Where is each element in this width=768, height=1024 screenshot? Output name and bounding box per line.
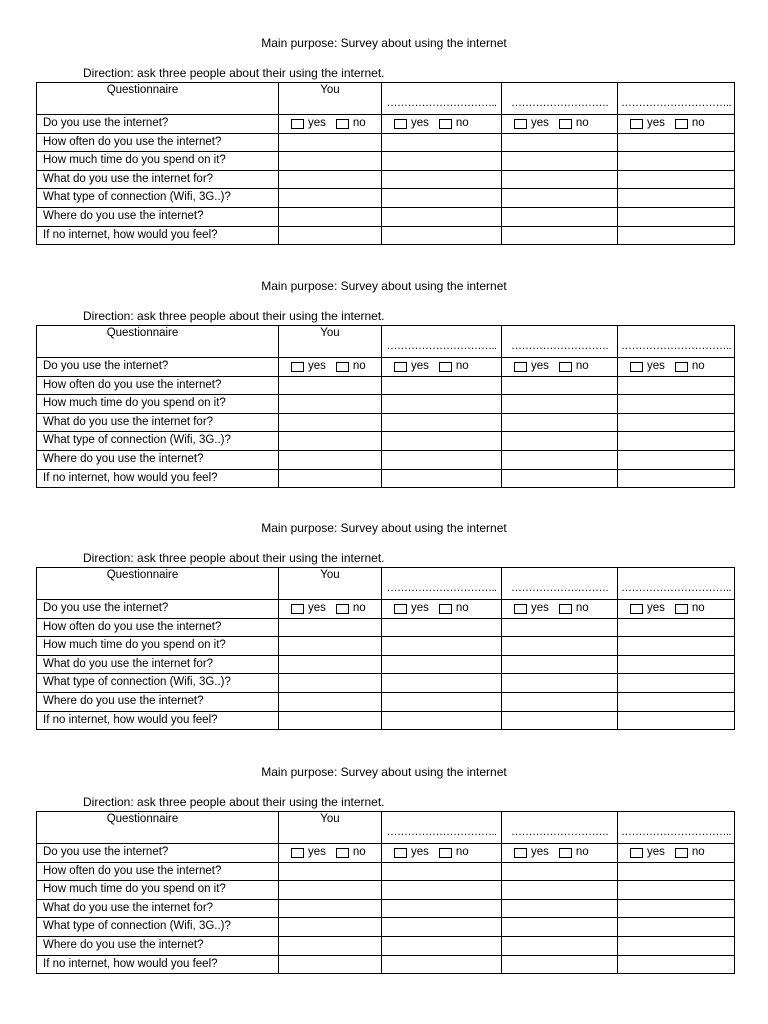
yes-checkbox[interactable] <box>514 362 527 372</box>
answer-cell[interactable] <box>502 432 618 451</box>
yes-label: yes <box>411 117 429 129</box>
header-person-2[interactable]: ………………………. <box>502 568 618 600</box>
yes-label: yes <box>308 360 326 372</box>
answer-cell[interactable] <box>279 955 382 974</box>
no-label: no <box>691 602 705 614</box>
answer-cell[interactable] <box>279 469 382 488</box>
question-row <box>37 881 735 900</box>
no-checkbox[interactable] <box>439 362 452 372</box>
question-row <box>37 899 735 918</box>
answer-cell[interactable] <box>502 395 618 414</box>
question-text: How much time do you spend on it? <box>37 881 279 900</box>
answer-cell[interactable] <box>618 207 735 226</box>
answer-cell[interactable] <box>618 413 735 432</box>
header-questionnaire: Questionnaire <box>37 812 279 844</box>
question-text: How much time do you spend on it? <box>37 395 279 414</box>
answer-cell[interactable] <box>502 918 618 937</box>
question-row <box>37 918 735 937</box>
yes-checkbox[interactable] <box>394 604 407 614</box>
yes-checkbox[interactable] <box>514 604 527 614</box>
answer-cell[interactable] <box>502 899 618 918</box>
no-label: no <box>455 360 469 372</box>
questionnaire-table <box>36 325 735 488</box>
answer-cell[interactable] <box>502 674 618 693</box>
answer-cell[interactable] <box>382 637 502 656</box>
question-text: How much time do you spend on it? <box>37 152 279 171</box>
answer-cell[interactable] <box>502 655 618 674</box>
answer-cell <box>502 358 618 377</box>
question-row <box>37 469 735 488</box>
question-text: Where do you use the internet? <box>37 936 279 955</box>
yes-label: yes <box>308 846 326 858</box>
answer-cell[interactable] <box>502 711 618 730</box>
question-text: What do you use the internet for? <box>37 170 279 189</box>
answer-cell[interactable] <box>279 413 382 432</box>
question-text: If no internet, how would you feel? <box>37 469 279 488</box>
answer-cell[interactable] <box>618 152 735 171</box>
answer-cell[interactable] <box>502 189 618 208</box>
answer-cell <box>502 600 618 619</box>
answer-cell[interactable] <box>618 862 735 881</box>
no-label: no <box>575 360 589 372</box>
answer-cell[interactable] <box>618 450 735 469</box>
no-checkbox[interactable] <box>559 604 572 614</box>
header-you: You <box>279 568 382 600</box>
header-row <box>37 568 735 600</box>
question-text: What do you use the internet for? <box>37 655 279 674</box>
question-text: If no internet, how would you feel? <box>37 711 279 730</box>
answer-cell[interactable] <box>618 432 735 451</box>
answer-cell[interactable] <box>279 376 382 395</box>
yes-no-options <box>279 115 381 132</box>
answer-cell[interactable] <box>618 674 735 693</box>
yes-no-options <box>618 115 734 132</box>
answer-cell[interactable] <box>618 170 735 189</box>
answer-cell[interactable] <box>279 618 382 637</box>
questionnaire-table <box>36 82 735 245</box>
question-row <box>37 115 735 134</box>
question-row <box>37 189 735 208</box>
question-row <box>37 413 735 432</box>
no-checkbox[interactable] <box>559 119 572 129</box>
no-label: no <box>455 602 469 614</box>
answer-cell[interactable] <box>502 881 618 900</box>
survey-direction: Direction: ask three people about their using the internet. <box>83 66 385 80</box>
no-label: no <box>352 360 366 372</box>
question-row <box>37 955 735 974</box>
answer-cell[interactable] <box>502 469 618 488</box>
survey-block <box>0 765 768 985</box>
answer-cell[interactable] <box>618 189 735 208</box>
answer-cell <box>382 115 502 134</box>
question-text: How much time do you spend on it? <box>37 637 279 656</box>
no-checkbox[interactable] <box>439 604 452 614</box>
answer-cell[interactable] <box>618 711 735 730</box>
question-text: How often do you use the internet? <box>37 376 279 395</box>
question-row <box>37 655 735 674</box>
question-text: Where do you use the internet? <box>37 692 279 711</box>
answer-cell[interactable] <box>279 189 382 208</box>
answer-cell <box>279 844 382 863</box>
question-text: If no internet, how would you feel? <box>37 226 279 245</box>
yes-checkbox[interactable] <box>630 604 643 614</box>
answer-cell[interactable] <box>382 899 502 918</box>
question-text: How often do you use the internet? <box>37 133 279 152</box>
question-row <box>37 618 735 637</box>
survey-direction: Direction: ask three people about their using the internet. <box>83 795 385 809</box>
yes-checkbox[interactable] <box>291 604 304 614</box>
answer-cell[interactable] <box>502 637 618 656</box>
yes-no-options <box>502 358 617 375</box>
survey-block <box>0 279 768 499</box>
header-row <box>37 326 735 358</box>
question-row <box>37 936 735 955</box>
answer-cell <box>618 600 735 619</box>
survey-direction: Direction: ask three people about their using the internet. <box>83 551 385 565</box>
yes-no-options <box>502 600 617 617</box>
answer-cell[interactable] <box>279 207 382 226</box>
answer-cell[interactable] <box>382 207 502 226</box>
answer-cell[interactable] <box>279 899 382 918</box>
question-text: What type of connection (Wifi, 3G..)? <box>37 674 279 693</box>
yes-no-options <box>618 600 734 617</box>
no-label: no <box>352 602 366 614</box>
question-row <box>37 711 735 730</box>
yes-checkbox[interactable] <box>630 848 643 858</box>
answer-cell[interactable] <box>618 469 735 488</box>
answer-cell <box>382 600 502 619</box>
question-row <box>37 133 735 152</box>
question-row <box>37 152 735 171</box>
answer-cell[interactable] <box>382 918 502 937</box>
yes-label: yes <box>531 117 549 129</box>
questionnaire-table <box>36 567 735 730</box>
header-person-3[interactable]: ………………………….. <box>618 83 735 115</box>
answer-cell[interactable] <box>382 862 502 881</box>
answer-cell[interactable] <box>279 432 382 451</box>
answer-cell[interactable] <box>382 413 502 432</box>
no-label: no <box>455 846 469 858</box>
answer-cell[interactable] <box>618 226 735 245</box>
survey-block <box>0 521 768 741</box>
no-checkbox[interactable] <box>336 604 349 614</box>
yes-label: yes <box>531 846 549 858</box>
header-you: You <box>279 83 382 115</box>
answer-cell[interactable] <box>618 395 735 414</box>
header-person-2[interactable]: ………………………. <box>502 812 618 844</box>
question-row <box>37 862 735 881</box>
answer-cell[interactable] <box>618 376 735 395</box>
answer-cell[interactable] <box>382 692 502 711</box>
no-checkbox[interactable] <box>559 848 572 858</box>
yes-no-options <box>382 844 501 861</box>
yes-no-options <box>382 600 501 617</box>
yes-checkbox[interactable] <box>630 119 643 129</box>
answer-cell[interactable] <box>502 862 618 881</box>
answer-cell[interactable] <box>382 226 502 245</box>
answer-cell[interactable] <box>382 152 502 171</box>
yes-label: yes <box>411 602 429 614</box>
no-checkbox[interactable] <box>336 848 349 858</box>
no-checkbox[interactable] <box>439 848 452 858</box>
yes-label: yes <box>647 846 665 858</box>
no-label: no <box>352 846 366 858</box>
no-checkbox[interactable] <box>675 362 688 372</box>
answer-cell[interactable] <box>279 862 382 881</box>
question-row <box>37 674 735 693</box>
no-label: no <box>691 360 705 372</box>
answer-cell[interactable] <box>279 133 382 152</box>
yes-no-options <box>279 358 381 375</box>
answer-cell[interactable] <box>502 170 618 189</box>
answer-cell[interactable] <box>382 618 502 637</box>
header-you: You <box>279 812 382 844</box>
yes-no-options <box>382 115 501 132</box>
answer-cell[interactable] <box>502 226 618 245</box>
answer-cell[interactable] <box>382 133 502 152</box>
yes-label: yes <box>647 117 665 129</box>
question-text: Do you use the internet? <box>37 600 279 619</box>
yes-no-options <box>382 358 501 375</box>
yes-checkbox[interactable] <box>630 362 643 372</box>
answer-cell[interactable] <box>618 655 735 674</box>
header-row <box>37 83 735 115</box>
yes-label: yes <box>308 602 326 614</box>
no-checkbox[interactable] <box>675 848 688 858</box>
answer-cell[interactable] <box>382 711 502 730</box>
question-row <box>37 600 735 619</box>
header-person-3[interactable]: ………………………….. <box>618 568 735 600</box>
question-text: Do you use the internet? <box>37 844 279 863</box>
question-text: How often do you use the internet? <box>37 618 279 637</box>
no-label: no <box>691 117 705 129</box>
answer-cell[interactable] <box>279 936 382 955</box>
question-row <box>37 637 735 656</box>
question-text: What do you use the internet for? <box>37 899 279 918</box>
answer-cell[interactable] <box>279 226 382 245</box>
answer-cell[interactable] <box>618 955 735 974</box>
header-person-3[interactable]: ………………………….. <box>618 812 735 844</box>
no-checkbox[interactable] <box>675 604 688 614</box>
question-row <box>37 376 735 395</box>
header-person-1[interactable]: ………………………….. <box>382 326 502 358</box>
survey-title: Main purpose: Survey about using the internet <box>261 765 507 779</box>
answer-cell[interactable] <box>279 395 382 414</box>
no-label: no <box>575 117 589 129</box>
header-questionnaire: Questionnaire <box>37 326 279 358</box>
yes-no-options <box>502 844 617 861</box>
answer-cell[interactable] <box>618 899 735 918</box>
yes-checkbox[interactable] <box>291 848 304 858</box>
yes-no-options <box>618 844 734 861</box>
no-checkbox[interactable] <box>675 119 688 129</box>
answer-cell <box>279 358 382 377</box>
answer-cell <box>382 844 502 863</box>
yes-checkbox[interactable] <box>394 848 407 858</box>
answer-cell <box>279 600 382 619</box>
yes-no-options <box>618 358 734 375</box>
question-text: Do you use the internet? <box>37 358 279 377</box>
question-row <box>37 844 735 863</box>
no-label: no <box>352 117 366 129</box>
answer-cell[interactable] <box>279 674 382 693</box>
question-text: Where do you use the internet? <box>37 450 279 469</box>
question-text: What type of connection (Wifi, 3G..)? <box>37 918 279 937</box>
survey-title: Main purpose: Survey about using the internet <box>261 279 507 293</box>
answer-cell[interactable] <box>502 413 618 432</box>
answer-cell[interactable] <box>382 955 502 974</box>
yes-label: yes <box>411 360 429 372</box>
answer-cell[interactable] <box>502 207 618 226</box>
answer-cell <box>618 358 735 377</box>
question-row <box>37 432 735 451</box>
answer-cell[interactable] <box>618 618 735 637</box>
question-text: Do you use the internet? <box>37 115 279 134</box>
question-row <box>37 170 735 189</box>
question-text: Where do you use the internet? <box>37 207 279 226</box>
answer-cell[interactable] <box>502 692 618 711</box>
answer-cell[interactable] <box>618 936 735 955</box>
answer-cell[interactable] <box>618 881 735 900</box>
answer-cell <box>502 115 618 134</box>
no-label: no <box>455 117 469 129</box>
header-person-1[interactable]: ………………………….. <box>382 568 502 600</box>
answer-cell[interactable] <box>279 918 382 937</box>
survey-title: Main purpose: Survey about using the internet <box>261 36 507 50</box>
header-questionnaire: Questionnaire <box>37 568 279 600</box>
yes-checkbox[interactable] <box>394 119 407 129</box>
no-checkbox[interactable] <box>439 119 452 129</box>
header-you: You <box>279 326 382 358</box>
answer-cell[interactable] <box>502 376 618 395</box>
header-person-2[interactable]: ………………………. <box>502 83 618 115</box>
answer-cell[interactable] <box>382 395 502 414</box>
answer-cell[interactable] <box>618 918 735 937</box>
answer-cell[interactable] <box>382 450 502 469</box>
no-label: no <box>575 846 589 858</box>
answer-cell[interactable] <box>382 936 502 955</box>
yes-checkbox[interactable] <box>394 362 407 372</box>
answer-cell[interactable] <box>502 133 618 152</box>
yes-label: yes <box>411 846 429 858</box>
header-person-2[interactable]: ………………………. <box>502 326 618 358</box>
answer-cell[interactable] <box>618 692 735 711</box>
question-row <box>37 450 735 469</box>
answer-cell <box>618 115 735 134</box>
answer-cell <box>502 844 618 863</box>
answer-cell[interactable] <box>502 936 618 955</box>
header-questionnaire: Questionnaire <box>37 83 279 115</box>
yes-no-options <box>502 115 617 132</box>
yes-no-options <box>279 844 381 861</box>
header-person-1[interactable]: ………………………….. <box>382 812 502 844</box>
yes-label: yes <box>308 117 326 129</box>
question-text: What do you use the internet for? <box>37 413 279 432</box>
no-label: no <box>575 602 589 614</box>
answer-cell[interactable] <box>382 881 502 900</box>
answer-cell[interactable] <box>502 450 618 469</box>
answer-cell[interactable] <box>382 655 502 674</box>
survey-block <box>0 36 768 256</box>
question-row <box>37 207 735 226</box>
yes-label: yes <box>531 360 549 372</box>
question-text: How often do you use the internet? <box>37 862 279 881</box>
yes-checkbox[interactable] <box>514 119 527 129</box>
answer-cell[interactable] <box>279 655 382 674</box>
yes-checkbox[interactable] <box>514 848 527 858</box>
answer-cell <box>618 844 735 863</box>
answer-cell[interactable] <box>382 432 502 451</box>
no-checkbox[interactable] <box>336 119 349 129</box>
answer-cell[interactable] <box>382 170 502 189</box>
question-row <box>37 395 735 414</box>
answer-cell[interactable] <box>502 152 618 171</box>
answer-cell[interactable] <box>382 469 502 488</box>
answer-cell <box>279 115 382 134</box>
question-row <box>37 226 735 245</box>
survey-title: Main purpose: Survey about using the internet <box>261 521 507 535</box>
answer-cell[interactable] <box>502 955 618 974</box>
answer-cell[interactable] <box>382 189 502 208</box>
yes-label: yes <box>531 602 549 614</box>
no-label: no <box>691 846 705 858</box>
question-text: If no internet, how would you feel? <box>37 955 279 974</box>
yes-label: yes <box>647 602 665 614</box>
answer-cell[interactable] <box>618 637 735 656</box>
question-row <box>37 358 735 377</box>
answer-cell[interactable] <box>618 133 735 152</box>
answer-cell[interactable] <box>279 450 382 469</box>
question-row <box>37 692 735 711</box>
yes-no-options <box>279 600 381 617</box>
answer-cell[interactable] <box>502 618 618 637</box>
answer-cell[interactable] <box>382 376 502 395</box>
question-text: What type of connection (Wifi, 3G..)? <box>37 432 279 451</box>
survey-direction: Direction: ask three people about their using the internet. <box>83 309 385 323</box>
header-person-3[interactable]: ………………………….. <box>618 326 735 358</box>
questionnaire-table <box>36 811 735 974</box>
yes-checkbox[interactable] <box>291 362 304 372</box>
answer-cell[interactable] <box>279 711 382 730</box>
no-checkbox[interactable] <box>336 362 349 372</box>
header-row <box>37 812 735 844</box>
answer-cell[interactable] <box>279 637 382 656</box>
no-checkbox[interactable] <box>559 362 572 372</box>
answer-cell <box>382 358 502 377</box>
header-person-1[interactable]: ………………………….. <box>382 83 502 115</box>
question-text: What type of connection (Wifi, 3G..)? <box>37 189 279 208</box>
answer-cell[interactable] <box>279 152 382 171</box>
yes-checkbox[interactable] <box>291 119 304 129</box>
yes-label: yes <box>647 360 665 372</box>
answer-cell[interactable] <box>382 674 502 693</box>
answer-cell[interactable] <box>279 692 382 711</box>
answer-cell[interactable] <box>279 170 382 189</box>
answer-cell[interactable] <box>279 881 382 900</box>
